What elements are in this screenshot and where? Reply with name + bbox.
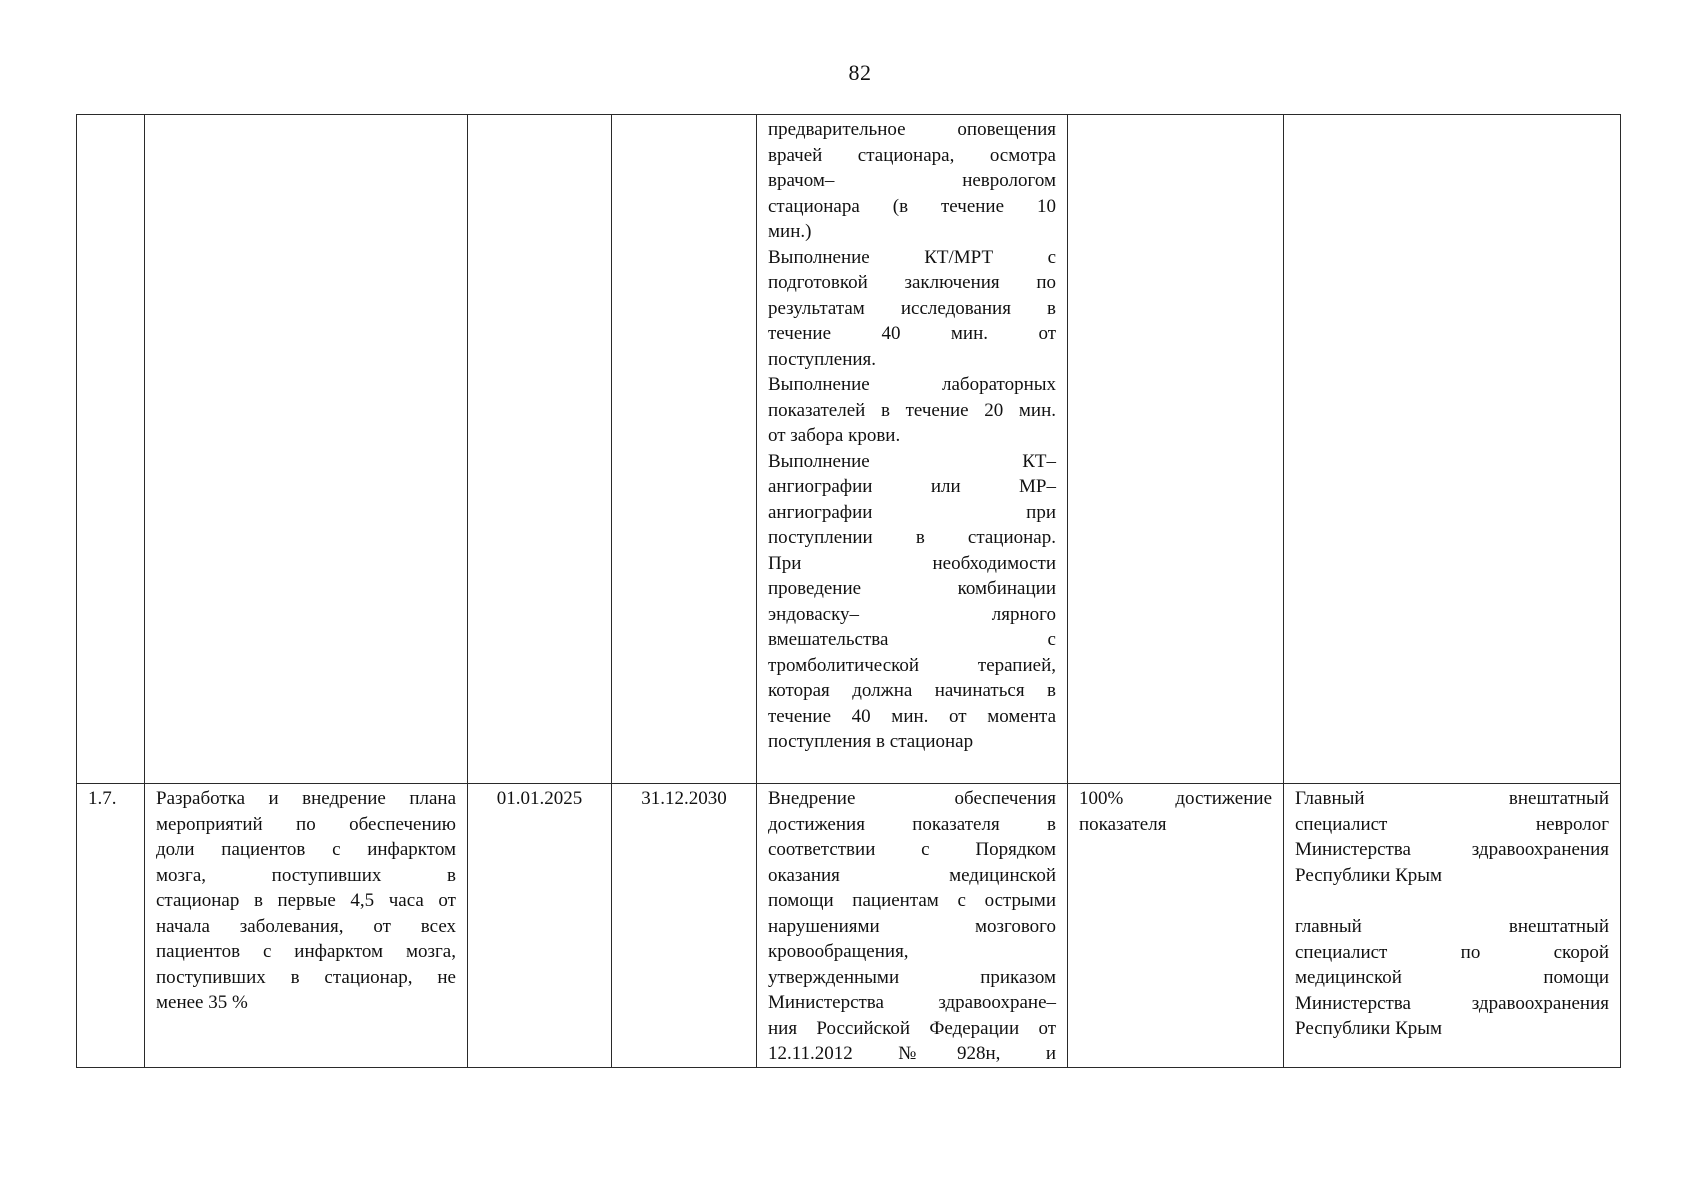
text-line: достижения показателя в (768, 813, 1056, 835)
activity-text (156, 786, 456, 1016)
measures-table (76, 114, 1621, 1068)
text-line: течение 40 мин. от (768, 323, 1056, 344)
text-line: При необходимости (768, 552, 1056, 574)
cell-number-empty (77, 115, 145, 784)
result-text (768, 786, 1056, 1067)
cell-responsible (1284, 784, 1621, 1068)
text-line: поступлении в стационар. (768, 527, 1056, 548)
text-line: утвержденными приказом (768, 966, 1056, 988)
text-line: Главный внештатный (1295, 788, 1609, 809)
text-line: Выполнение КТ/МРТ с (768, 246, 1056, 268)
cell-end-date-empty (612, 115, 757, 784)
text-line: специалист невролог (1295, 813, 1609, 835)
text-line: поступления. (768, 348, 877, 370)
text-line: доли пациентов с инфарктом (156, 839, 456, 860)
result-continuation-text (768, 117, 1056, 755)
responsible-neurologist (1295, 786, 1609, 888)
text-line: Выполнение лабораторных (768, 374, 1056, 395)
text-line: соответствии с Порядком (768, 839, 1056, 860)
text-line: Министерства здравоохранения (1295, 992, 1609, 1014)
text-line: специалист по скорой (1295, 941, 1609, 963)
text-line: стационара (в течение 10 (768, 195, 1056, 217)
text-line: Республики Крым (1295, 864, 1443, 886)
text-line: поступивших в стационар, не (156, 966, 456, 988)
indicator-text (1079, 786, 1272, 837)
text-line: мероприятий по обеспечению (156, 813, 456, 835)
text-line: кровообращения, (768, 941, 909, 962)
text-line: от забора крови. (768, 425, 901, 446)
text-line: 12.11.2012 №928н, и (768, 1043, 1056, 1064)
text-line: Министерства здравоохране– (768, 992, 1056, 1013)
text-line: помощи пациентам с острыми (768, 890, 1056, 911)
text-line: проведение комбинации (768, 578, 1056, 599)
text-line: предварительное оповещения (768, 119, 1056, 140)
text-line: эндоваску– лярного (768, 603, 1056, 625)
cell-result (757, 784, 1068, 1068)
responsible-emergency-care (1295, 914, 1609, 1042)
text-line: ния Российской Федерации от (768, 1017, 1056, 1039)
text-line: начала заболевания, от всех (156, 915, 456, 937)
text-line: оказания медицинской (768, 864, 1056, 886)
cell-indicator (1068, 784, 1284, 1068)
text-line: Республики Крым (1295, 1018, 1443, 1039)
page-number: 82 (848, 60, 872, 85)
text-line: показателя (1079, 813, 1167, 835)
text-line: течение 40 мин. от момента (768, 705, 1056, 727)
text-line: врачом– неврологом (768, 170, 1056, 191)
text-line: врачей стационара, осмотра (768, 144, 1056, 166)
table-row-continuation (77, 115, 1621, 784)
text-line: мин.) (768, 221, 812, 242)
row-number: 1.7. (77, 784, 145, 1068)
text-line: результатам исследования в (768, 297, 1056, 319)
text-line: Министерства здравоохранения (1295, 839, 1609, 860)
table-row-1-7 (77, 784, 1621, 1068)
start-date: 01.01.2025 (468, 784, 612, 1068)
text-line: нарушениями мозгового (768, 915, 1056, 937)
text-line: подготовкой заключения по (768, 272, 1056, 293)
cell-start-date-empty (468, 115, 612, 784)
text-line: Разработка и внедрение плана (156, 788, 456, 809)
text-line: медицинской помощи (1295, 967, 1609, 988)
text-line: вмешательства с (768, 629, 1056, 650)
text-line: ангиографии или МР– (768, 476, 1056, 497)
responsible-gap (1295, 888, 1609, 914)
text-line: менее 35 % (156, 992, 248, 1013)
cell-responsible-empty (1284, 115, 1621, 784)
text-line: показателей в течение 20 мин. (768, 399, 1056, 421)
cell-indicator-empty (1068, 115, 1284, 784)
text-line: Внедрение обеспечения (768, 788, 1056, 809)
text-line: 100% достижение (1079, 788, 1272, 809)
text-line: стационар в первые 4,5 часа от (156, 890, 456, 911)
text-line: тромболитической терапией, (768, 654, 1056, 676)
end-date: 31.12.2030 (612, 784, 757, 1068)
text-line: ангиографии при (768, 501, 1056, 523)
cell-activity (145, 784, 468, 1068)
text-line: мозга, поступивших в (156, 864, 456, 886)
text-line: пациентов с инфарктом мозга, (156, 941, 456, 962)
text-line: поступления в стационар (768, 731, 974, 752)
cell-result-continuation (757, 115, 1068, 784)
cell-activity-empty (145, 115, 468, 784)
text-line: Выполнение КТ– (768, 450, 1056, 472)
text-line: которая должна начинаться в (768, 680, 1056, 701)
text-line: главный внештатный (1295, 916, 1609, 937)
